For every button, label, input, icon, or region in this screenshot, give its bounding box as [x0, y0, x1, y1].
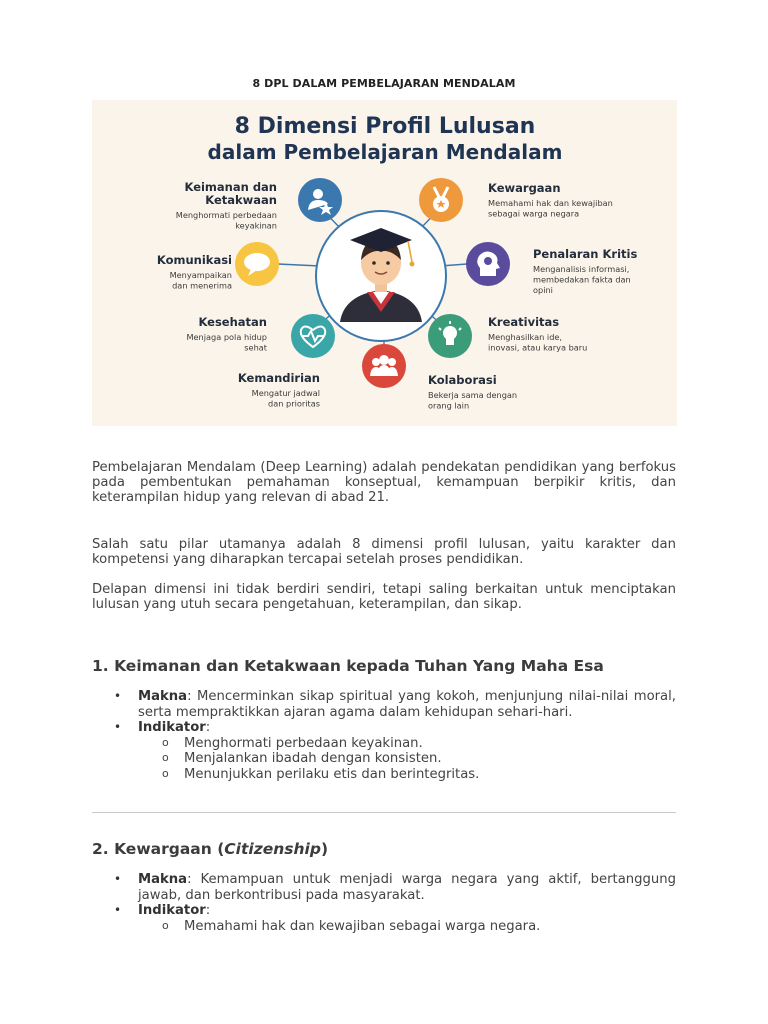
dimension-description: sebagai warga negara — [488, 208, 580, 219]
section-1-indicator-list — [138, 736, 676, 783]
indikator-colon: : — [205, 903, 211, 918]
indicator-item: o Menunjukkan perilaku etis dan berintegritas. — [138, 767, 676, 783]
section-2-list — [92, 872, 676, 934]
makna-text: : Kemampuan untuk menjadi warga negara yang aktif, bertanggung jawab, dan berkontribusi pada masyarakat. — [138, 872, 676, 903]
dimension-description: Menjaga pola hidup — [186, 332, 267, 342]
dimension-description: Menganalisis informasi, — [533, 264, 630, 274]
section-2-makna — [92, 872, 676, 903]
paragraph-relation-text: Delapan dimensi ini tidak berdiri sendiri, tetapi saling berkaitan untuk menciptakan lulusan yang utuh secara pengetahuan, keterampilan, dan sikap. — [92, 582, 676, 612]
dimension-title: Kesehatan — [198, 315, 267, 329]
section-1-list — [92, 689, 676, 782]
paragraph-intro-text: Pembelajaran Mendalam (Deep Learning) adalah pendekatan pendidikan yang berfokus pada pembentukan pemahaman konseptual, kemampuan berpikir kritis, dan keterampilan hidup yang relevan di abad 21. — [92, 460, 676, 505]
dimension-title: Kreativitas — [488, 315, 560, 329]
document-title: 8 DPL DALAM PEMBELAJARAN MENDALAM — [252, 77, 516, 90]
infographic-title-line1: 8 Dimensi Profil Lulusan — [234, 114, 536, 139]
section-1-indikator — [92, 720, 676, 782]
heading-italic: Citizenship — [224, 840, 321, 858]
dimension-title: Komunikasi — [156, 253, 232, 267]
dimension-description: dan prioritas — [268, 398, 320, 409]
indikator-label: Indikator — [138, 720, 206, 735]
paragraph-relation — [92, 582, 676, 612]
section-heading-2 — [92, 840, 328, 858]
indikator-colon: : — [205, 720, 211, 735]
dimension-description: opini — [533, 285, 553, 295]
dimension-description: orang lain — [428, 400, 470, 411]
heading-suffix: ) — [320, 840, 329, 858]
section-2-indikator — [92, 903, 676, 934]
section-1-makna — [92, 689, 676, 720]
section-2-indicator-list — [138, 919, 676, 935]
dimension-description: Bekerja sama dengan — [428, 390, 518, 400]
section-heading-1: 1. Keimanan dan Ketakwaan kepada Tuhan Yang Maha Esa — [92, 657, 604, 675]
dimension-description: sehat — [244, 342, 267, 353]
dimension-node — [298, 178, 342, 222]
paragraph-pillar — [92, 537, 676, 567]
makna-text: : Mencerminkan sikap spiritual yang kokoh, menjunjung nilai-nilai moral, serta mempraktikkan ajaran agama dalam kehidupan sehari-hari. — [138, 689, 676, 720]
dimension-description: dan menerima — [172, 280, 232, 291]
dimension-description: inovasi, atau karya baru — [488, 342, 588, 353]
dimension-title: Kewargaan — [488, 181, 561, 195]
dimension-title: Kolaborasi — [428, 373, 497, 387]
makna-label: Makna — [138, 689, 188, 704]
dimension-description: membedakan fakta dan — [533, 274, 631, 285]
dimension-title: Ketakwaan — [205, 193, 277, 207]
dimension-description: Menghormati perbedaan — [175, 210, 277, 220]
indicator-item: o Menghormati perbedaan keyakinan. — [138, 736, 676, 752]
dimension-title: Kemandirian — [237, 371, 320, 385]
section-divider — [92, 812, 676, 813]
paragraph-intro — [92, 460, 676, 505]
indikator-label: Indikator — [138, 903, 206, 918]
heading-prefix: 2. Kewargaan ( — [92, 840, 225, 858]
paragraph-pillar-text: Salah satu pilar utamanya adalah 8 dimensi profil lulusan, yaitu karakter dan kompetensi yang diharapkan tercapai setelah proses pendidikan. — [92, 537, 676, 567]
infographic-title-line2: dalam Pembelajaran Mendalam — [207, 140, 563, 164]
dimension-title: Penalaran Kritis — [533, 247, 638, 261]
dimension-description: Menghasilkan ide, — [488, 332, 563, 342]
indicator-item: o Menjalankan ibadah dengan konsisten. — [138, 751, 676, 767]
infographic-8-dimensions — [92, 100, 677, 426]
dimension-description: keyakinan — [235, 220, 277, 231]
dimension-description: Menyampaikan — [169, 270, 232, 280]
makna-label: Makna — [138, 872, 188, 887]
dimension-description: Memahami hak dan kewajiban — [488, 198, 613, 208]
dimension-title: Keimanan dan — [184, 180, 277, 194]
indicator-item: o Memahami hak dan kewajiban sebagai warga negara. — [138, 919, 676, 935]
dimension-description: Mengatur jadwal — [251, 388, 320, 398]
